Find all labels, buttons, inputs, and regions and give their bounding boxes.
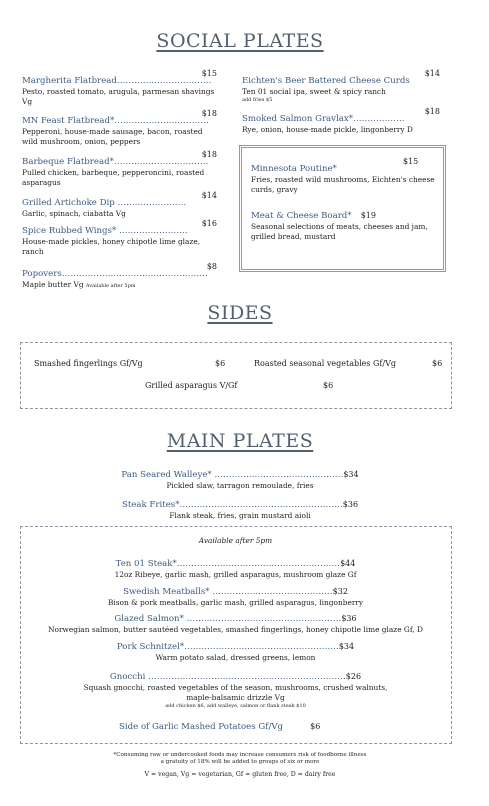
menu-item-name: Minnesota Poutine* xyxy=(251,164,337,174)
menu-item-price: $36 xyxy=(341,614,357,623)
main-plates-heading: MAIN PLATES xyxy=(166,430,314,452)
menu-item-price: $32 xyxy=(332,587,348,596)
gratuity-notice: a gratuity of 18% will be added to groups of six or more xyxy=(160,759,320,765)
menu-item-name: Pan Seared Walleye* ……………………………………… xyxy=(121,470,344,480)
menu-item-description: Pesto, roasted tomato, arugula, parmesan shavings Vg xyxy=(22,87,215,106)
menu-item-description: Bison & pork meatballs, garlic mash, grilled asparagus, lingonberry xyxy=(107,598,364,607)
menu-item-description: Warm potato salad, dressed greens, lemon xyxy=(155,653,316,662)
menu-item-name: Ten 01 Steak*………………………………………………… xyxy=(115,559,341,569)
side-item-price: $6 xyxy=(215,359,226,368)
menu-item xyxy=(22,190,217,219)
menu-item-name: Steak Frites*………………………………………………… xyxy=(121,500,343,510)
menu-item-price: $15 xyxy=(403,157,419,166)
menu-item-description: Pepperoni, house-made sausage, bacon, roasted wild mushroom, onion, peppers xyxy=(22,127,203,146)
menu-item xyxy=(60,492,420,521)
menu-item xyxy=(242,68,440,104)
menu-item xyxy=(22,68,217,107)
menu-item-price: $14 xyxy=(424,69,440,78)
dinner-box xyxy=(20,526,452,744)
menu-item-price: $6 xyxy=(310,722,321,731)
menu-item-description: Fries, roasted wild mushrooms, Eichten's cheese curds, gravy xyxy=(251,175,435,194)
menu-item xyxy=(22,261,217,291)
menu-item-name: Eichten's Beer Battered Cheese Curds xyxy=(242,76,410,86)
menu-item-name: Barbeque Flatbread*…………………………… xyxy=(22,157,209,167)
sides-box xyxy=(20,342,452,409)
menu-item-name: Grilled Artichoke Dip …………………… xyxy=(22,198,187,208)
menu-item-price: $19 xyxy=(360,211,376,220)
menu-item-description: Pickled slaw, tarragon remoulade, fries xyxy=(166,481,314,490)
footer-notice xyxy=(0,752,480,766)
menu-item-price: $36 xyxy=(342,500,359,509)
side-item-price: $6 xyxy=(323,381,334,390)
menu-item xyxy=(21,606,450,635)
menu-item-description: maple-balsamic drizzle Vg xyxy=(186,693,285,702)
menu-item-description: Garlic, spinach, ciabatta Vg xyxy=(22,209,126,218)
menu-item-name: Smoked Salmon Gravlax*……………… xyxy=(242,114,405,124)
menu-item xyxy=(242,106,440,135)
menu-item-description: Seasonal selections of meats, cheeses and jam, grilled bread, mustard xyxy=(251,222,428,241)
menu-item-price: $34 xyxy=(343,470,359,479)
menu-item xyxy=(21,579,450,608)
menu-item-name: Popovers…………………………………………… xyxy=(22,269,208,279)
menu-item-name: Pork Schnitzel*……………………………………………… xyxy=(116,642,339,652)
side-item-name: Smashed fingerlings Gf/Vg xyxy=(34,359,143,368)
menu-item-description: 12oz Ribeye, garlic mash, grilled asparagus, mushroom glaze Gf xyxy=(114,570,357,579)
menu-item-description: Pulled chicken, barbeque, pepperoncini, roasted asparagus xyxy=(22,168,205,187)
menu-item xyxy=(21,551,450,580)
menu-item-description: Rye, onion, house-made pickle, lingonberry D xyxy=(242,125,413,134)
menu-item-price: $16 xyxy=(201,219,217,228)
menu-item-name: Side of Garlic Mashed Potatoes Gf/Vg xyxy=(119,722,284,732)
menu-item-price: $18 xyxy=(201,109,217,118)
raw-food-warning: *Consuming raw or undercooked foods may increase consumers risk of foodborne illness xyxy=(113,752,367,758)
side-item-name: Grilled asparagus V/Gf xyxy=(145,381,238,390)
menu-item-note: add chicken $6, add walleye, salmon or flank steak $10 xyxy=(165,703,306,709)
menu-item-name: Margherita Flatbread…………………………… xyxy=(22,76,212,86)
menu-item-description: Maple butter Vg xyxy=(22,280,84,289)
menu-item-description: Ten 01 social ipa, sweet & spicy ranch xyxy=(242,87,386,96)
menu-item-price: $14 xyxy=(201,191,217,200)
menu-item-price: $18 xyxy=(201,150,217,159)
menu-item xyxy=(22,108,217,147)
featured-box xyxy=(239,145,446,272)
menu-item-note: add fries $5 xyxy=(242,97,273,103)
sides-heading: SIDES xyxy=(207,302,273,324)
menu-item xyxy=(22,218,217,257)
menu-item xyxy=(251,156,436,195)
menu-item-price: $15 xyxy=(201,69,217,78)
menu-item-name: Swedish Meatballs* …………………………………… xyxy=(123,587,333,597)
menu-item-price: $44 xyxy=(340,559,356,568)
menu-item-name: MN Feast Flatbread*…………………………… xyxy=(22,116,209,126)
menu-item xyxy=(60,462,420,491)
menu-item-name: Glazed Salmon* ……………………………………………… xyxy=(114,614,342,624)
menu-item xyxy=(251,203,436,242)
menu-item xyxy=(21,664,450,710)
menu-item-price: $26 xyxy=(345,672,362,681)
social-plates-heading: SOCIAL PLATES xyxy=(156,30,324,52)
menu-item xyxy=(21,634,450,663)
menu-item-price: $18 xyxy=(424,107,440,116)
dietary-legend: V = vegan, Vg = vegetarian, Gf = gluten free, D = dairy free xyxy=(144,771,336,778)
menu-item-price: $8 xyxy=(206,262,217,271)
side-item-name: Roasted seasonal vegetables Gf/Vg xyxy=(254,359,396,368)
menu-item-description: Flank steak, fries, grain mustard aioli xyxy=(169,511,311,520)
menu-item xyxy=(22,149,217,188)
menu-item-name: Meat & Cheese Board* xyxy=(251,211,352,221)
menu-item-note: Available after 5pm xyxy=(85,283,136,289)
availability-note: Available after 5pm xyxy=(198,536,273,545)
side-item-price: $6 xyxy=(432,359,443,368)
menu-item xyxy=(119,714,320,733)
menu-item-description: House-made pickles, honey chipotle lime glaze, ranch xyxy=(22,237,201,256)
menu-item-description: Squash gnocchi, roasted vegetables of the season, mushrooms, crushed walnuts, xyxy=(83,683,388,692)
menu-item-description: Norwegian salmon, butter sautéed vegetables, smashed fingerlings, honey chipotle lime glaze Gf, D xyxy=(48,625,423,634)
menu-item-name: Spice Rubbed Wings* …………………… xyxy=(22,226,188,236)
menu-item-price: $34 xyxy=(338,642,355,651)
menu-item-name: Gnocchi …………………………………………………………… xyxy=(109,672,346,682)
